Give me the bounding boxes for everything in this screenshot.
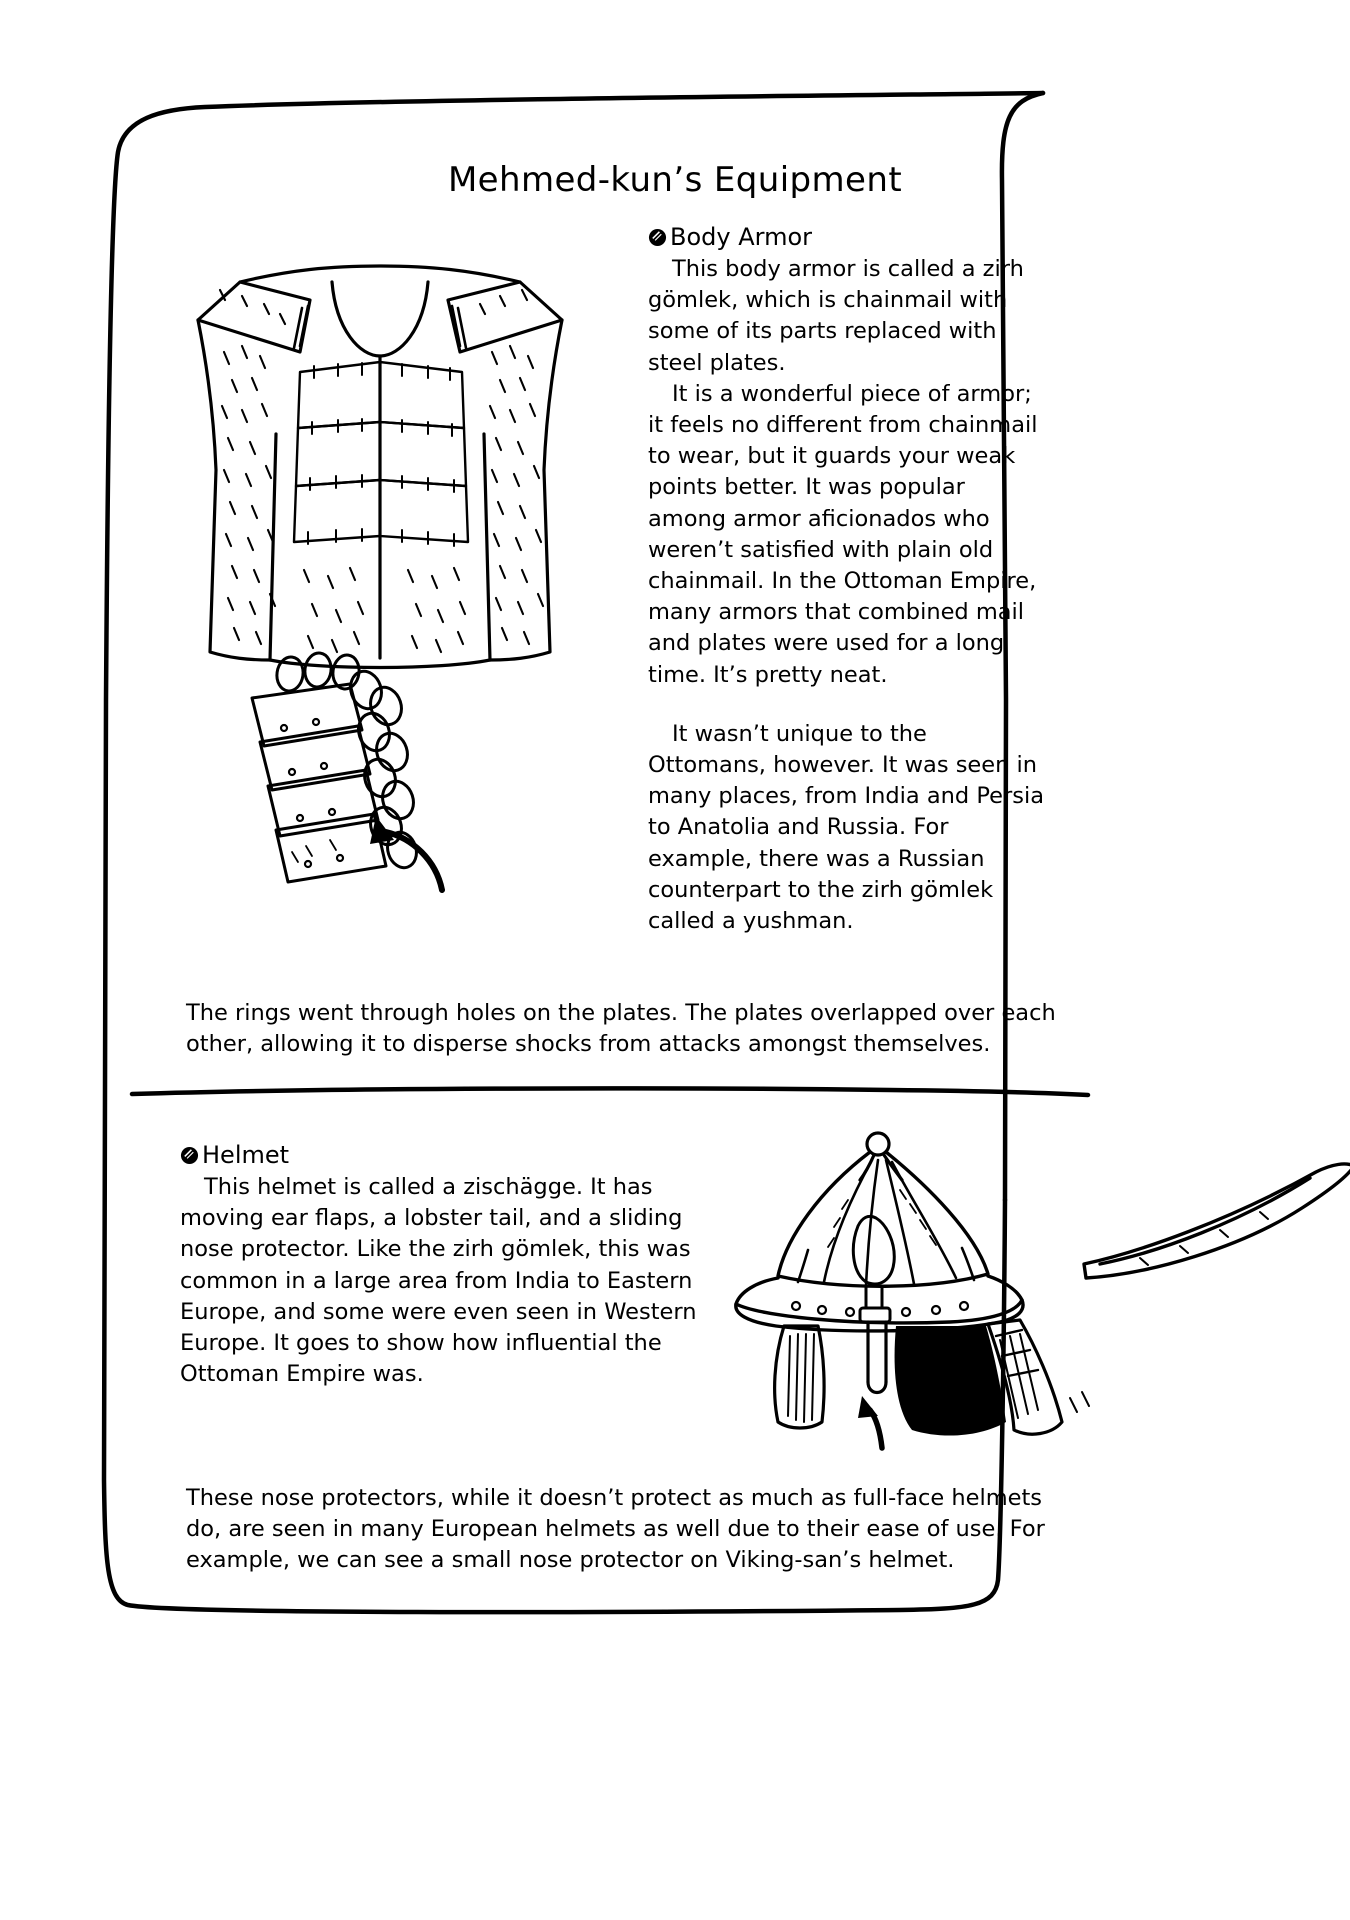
helmet-text-column [180, 1140, 700, 1390]
helmet-caption: These nose protectors, while it doesn’t protect as much as full-face helmets do, are seen in many European helmets as well due to their ease of use. For example, we can see a small nose protector on Viking-san’s helmet. [186, 1484, 1045, 1573]
body-armor-paragraph-2: It is a wonderful piece of armor; it feels no different from chainmail to wear, but it guards your weak points better. It was popular among armor aficionados who weren’t satisfied with plain old chainmail. In the Ottoman Empire, many armors that combined mail and plates were used for a long time. It’s pretty neat. [648, 380, 1038, 688]
body-armor-heading [648, 222, 1048, 252]
zischagge-helmet-illustration [700, 1130, 1120, 1460]
body-armor-text-column [648, 222, 1048, 937]
sphere-bullet-icon [648, 228, 667, 247]
helmet-heading-label: Helmet [202, 1141, 290, 1169]
body-armor-caption: The rings went through holes on the plates. The plates overlapped over each other, allowing it to disperse shocks from attacks amongst themselves. [186, 999, 1056, 1057]
body-armor-paragraph-1: This body armor is called a zirh gömlek, which is chainmail with some of its parts replaced with steel plates. [648, 256, 1024, 376]
helmet-paragraph-1: This helmet is called a zischägge. It has moving ear flaps, a lobster tail, and a sliding nose protector. Like the zirh gömlek, this was common in a large area from India to Eastern Europe, and some were even seen in Western Europe. It goes to show how influential the Ottoman Empire was. [180, 1174, 697, 1388]
helmet-heading [180, 1140, 700, 1170]
section-divider [130, 1085, 1090, 1099]
page-title: Mehmed-kun’s Equipment [447, 160, 903, 200]
kilij-sabre-illustration [1080, 1160, 1350, 1310]
body-armor-paragraph-3: It wasn’t unique to the Ottomans, however. It was seen in many places, from India and Persia to Anatolia and Russia. For example, there was a Russian counterpart to the zirh gömlek called a yushman. [648, 720, 1044, 935]
sphere-bullet-icon [180, 1146, 199, 1165]
zirh-gomlek-illustration [180, 260, 580, 920]
body-armor-heading-label: Body Armor [670, 223, 813, 251]
